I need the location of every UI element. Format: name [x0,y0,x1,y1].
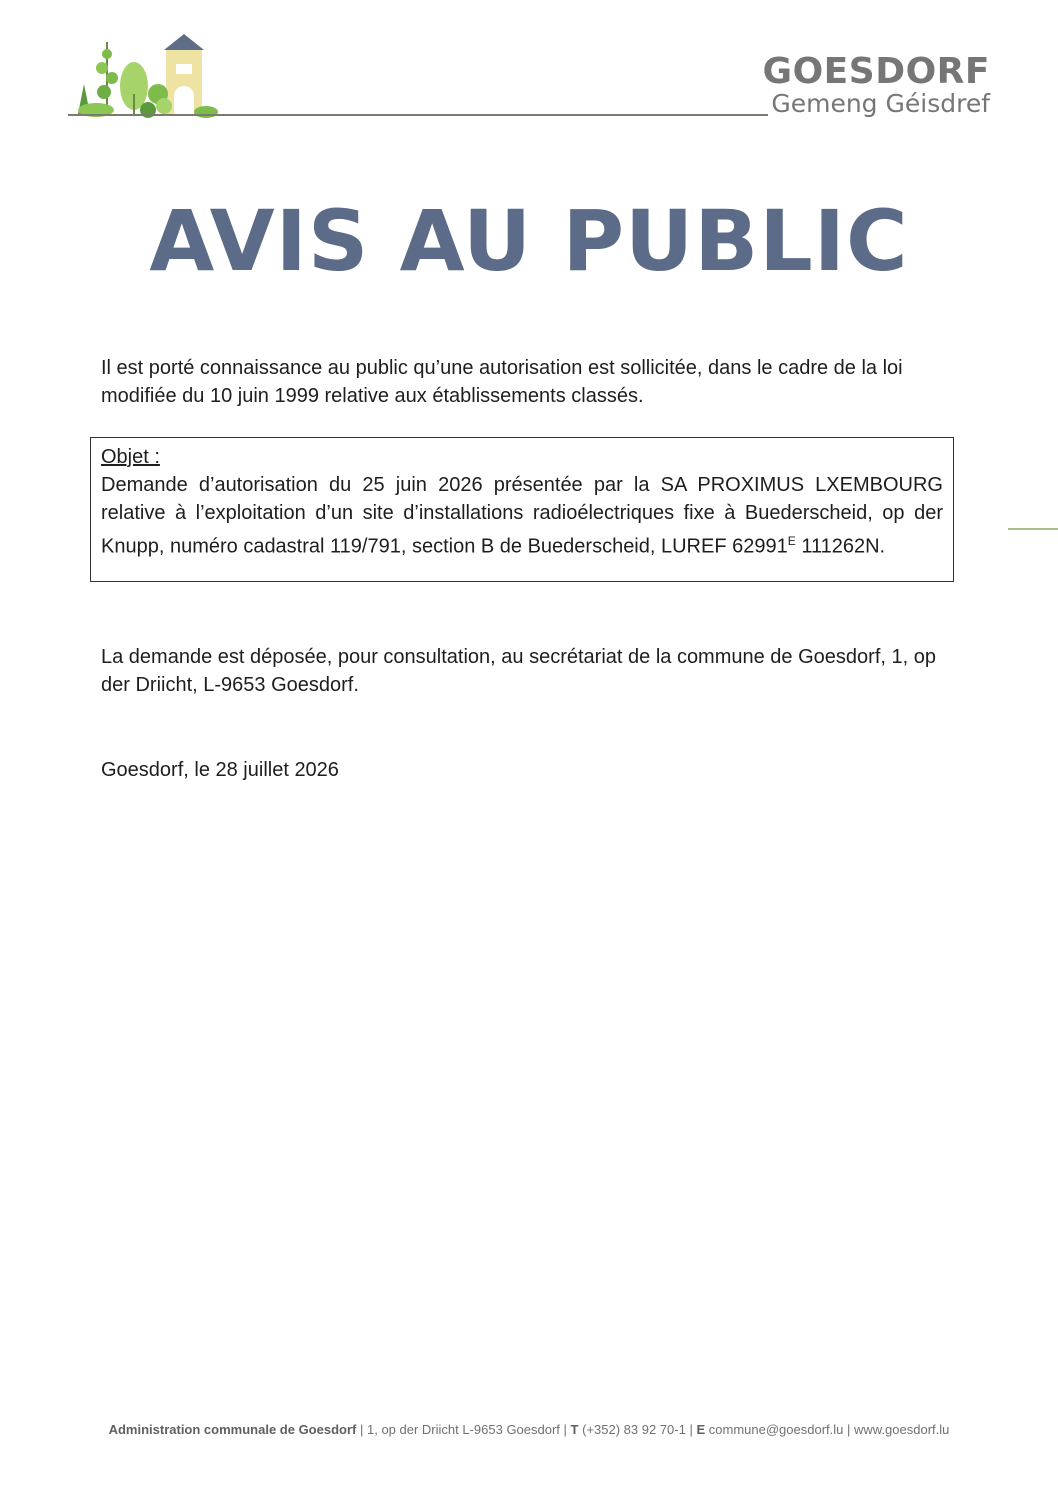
village-trees-tower-icon [66,34,226,120]
place-date: Goesdorf, le 28 juillet 2026 [101,759,339,781]
brand-name: GOESDORF [762,51,990,92]
brand-subtitle: Gemeng Géisdref [771,89,990,118]
footer-email[interactable]: commune@goesdorf.lu [708,1422,844,1437]
footer-email-label: E [696,1422,706,1437]
footer-org: Administration communale de Goesdorf [108,1422,357,1437]
object-text [101,471,943,561]
deposit-paragraph: La demande est déposée, pour consultation, au secrétariat de la commune de Goesdorf, 1, op der Driicht, L-9653 Goesdorf. [101,646,936,696]
footer-website[interactable]: www.goesdorf.lu [854,1422,950,1437]
footer: Administration communale de Goesdorf | 1, op der Driicht L-9653 Goesdorf | T (+352) 83 92 70-1 | E commune@goesdorf.lu | www.goesdorf.lu [108,1422,950,1437]
object-box [90,437,954,582]
footer-tel: (+352) 83 92 70-1 [582,1422,686,1437]
object-label: Objet : [101,446,160,468]
object-text-main: Demande d’autorisation du 25 juin 2026 présentée par la SA PROXIMUS LXEMBOURG relative à l’exploitation d’un site d’installations radioélectriques fixe à Buederscheid, op der Knupp, numéro cadastral 119/791, section B de Buederscheid, LUREF 62991 [101,474,943,558]
footer-tel-label: T [570,1422,579,1437]
page-title: AVIS AU PUBLIC [149,192,909,290]
header-divider [68,114,768,116]
brand [763,52,990,118]
footer-address: 1, op der Driicht L-9653 Goesdorf [366,1422,560,1437]
object-text-sup: E [787,534,796,548]
margin-mark [1008,528,1058,530]
intro-paragraph: Il est porté connaissance au public qu’une autorisation est sollicitée, dans le cadre de la loi modifiée du 10 juin 1999 relative aux établissements classés. [101,357,903,407]
object-text-end: 111262N. [801,535,886,558]
